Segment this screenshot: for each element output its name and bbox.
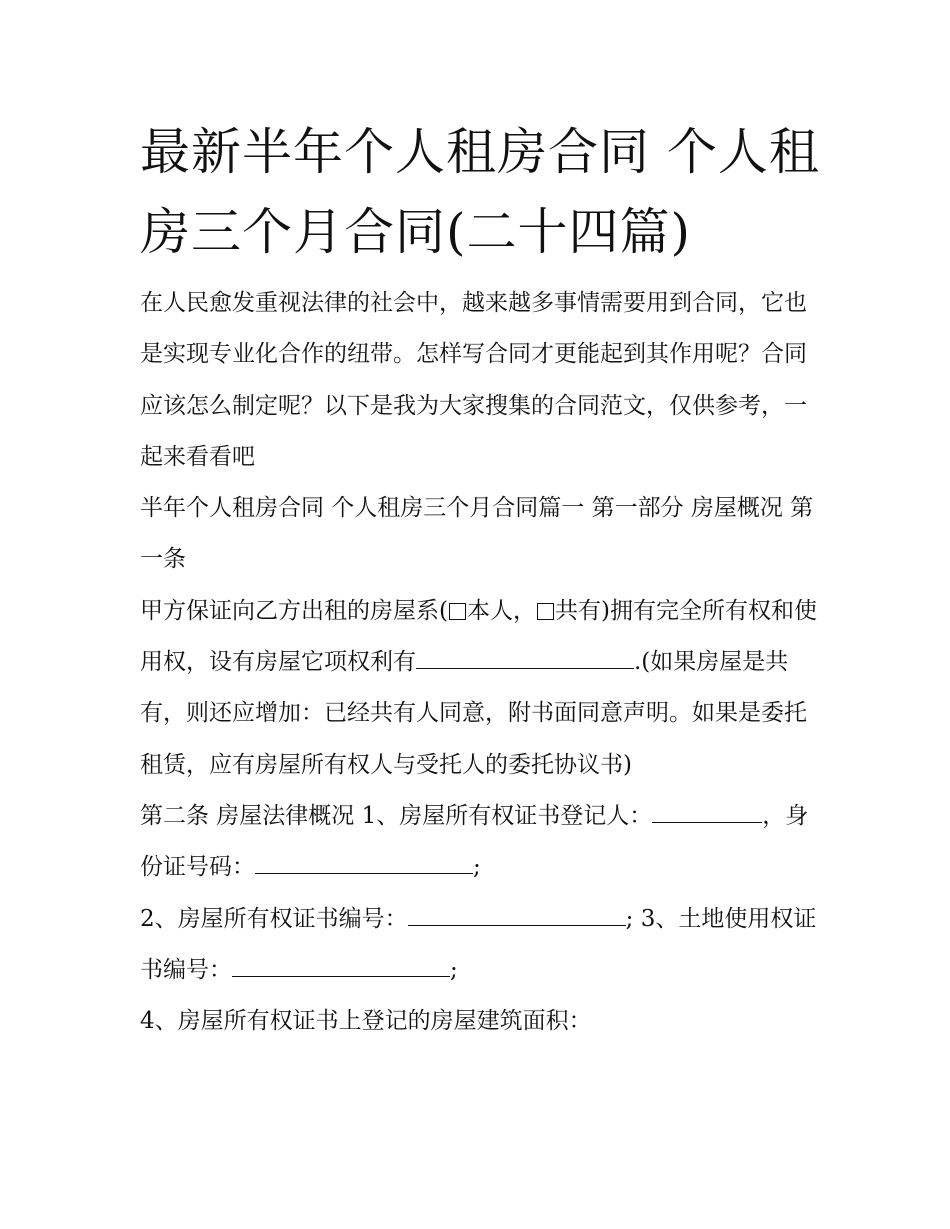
article-1-text-b: .(如果房屋是共有，则还应增加：已经共有人同意，附书面同意声明。如果是委托租赁，应有房屋所有权人与受托人的委托协议书) (140, 649, 807, 778)
land-certificate-label: ; 3、土地使用权证书编号： (140, 905, 817, 983)
article-2-semicolon: ; (473, 854, 481, 881)
article-1-option-2: 共有)拥有完全所有权和使用权，设有房屋它项权利有 (140, 597, 817, 676)
checkbox-icon (449, 603, 466, 620)
article-1-option-1: 本人， (466, 597, 536, 624)
fill-blank-line (652, 802, 762, 823)
fill-blank-line (408, 905, 626, 926)
checkbox-icon (537, 603, 554, 620)
article-2-paragraph (140, 791, 820, 894)
id-number-label: ，身份证号码： (140, 802, 809, 881)
fill-blank-line (416, 648, 634, 669)
document-title: 最新半年个人租房合同 个人租房三个月合同(二十四篇) (140, 123, 820, 261)
article-1-text-a: 甲方保证向乙方出租的房屋系( (140, 597, 448, 624)
section-heading: 半年个人租房合同 个人租房三个月合同篇一 第一部分 房屋概况 第一条 (140, 495, 814, 573)
article-4-paragraph: 4、房屋所有权证书上登记的房屋建筑面积： (140, 1008, 592, 1035)
article-1-paragraph (140, 586, 820, 791)
document-body (140, 278, 820, 1047)
certificate-number-label: 2、房屋所有权证书编号： (140, 905, 408, 932)
article-3-paragraph (140, 894, 820, 997)
intro-paragraph: 在人民愈发重视法律的社会中，越来越多事情需要用到合同，它也是实现专业化合作的纽带。怎样写合同才更能起到其作用呢？合同应该怎么制定呢？以下是我为大家搜集的合同范文，仅供参考，一起来看看吧 (140, 290, 807, 470)
article-2-heading: 第二条 房屋法律概况 1、房屋所有权证书登记人： (140, 802, 653, 829)
fill-blank-line (255, 853, 473, 874)
fill-blank-line (232, 956, 450, 977)
article-3-semicolon: ; (450, 956, 458, 983)
